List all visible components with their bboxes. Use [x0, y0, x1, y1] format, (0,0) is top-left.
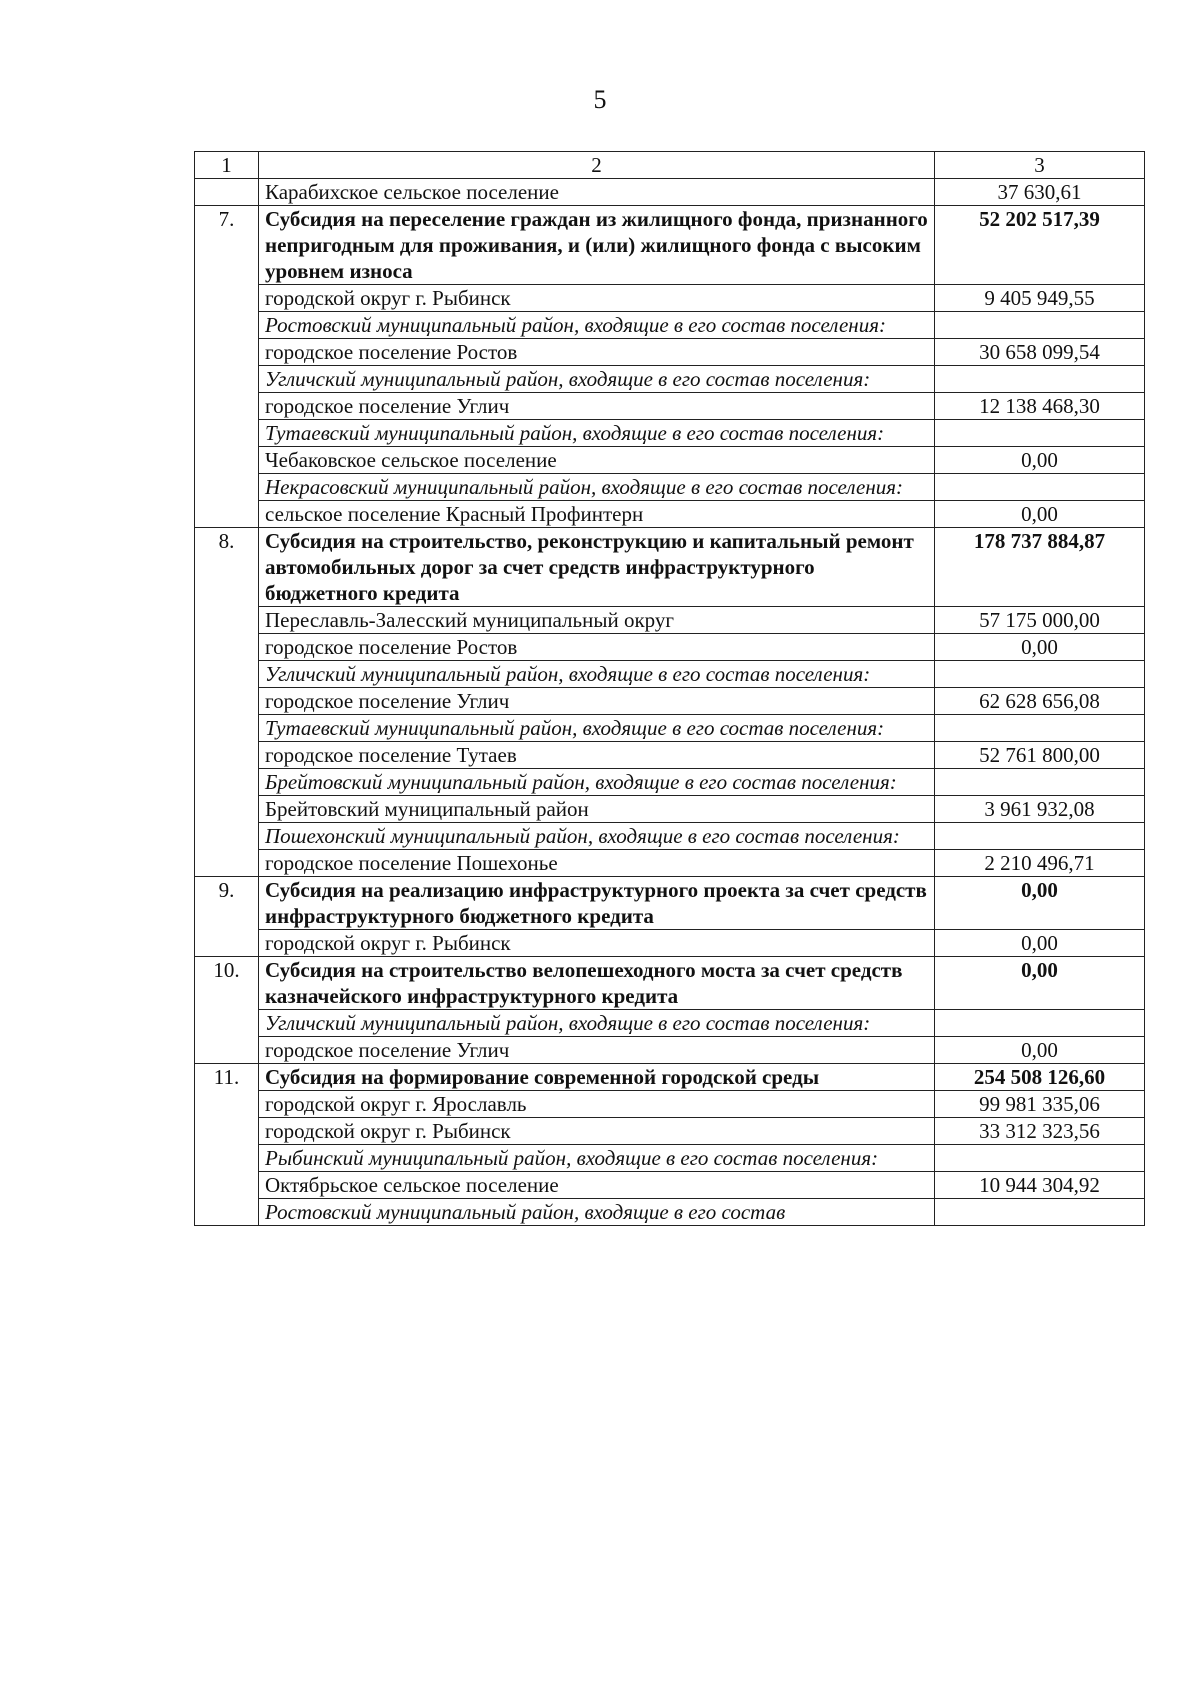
amount-cell	[935, 366, 1145, 393]
district-heading: Угличский муниципальный район, входящие в его состав поселения:	[259, 1010, 935, 1037]
subsidy-group-row	[195, 957, 1145, 1010]
district-heading: Ростовский муниципальный район, входящие в его состав поселения:	[259, 312, 935, 339]
table-row	[195, 1118, 1145, 1145]
district-heading: Тутаевский муниципальный район, входящие в его состав поселения:	[259, 420, 935, 447]
subsidy-group-row	[195, 206, 1145, 285]
amount-cell	[935, 661, 1145, 688]
amount-cell	[935, 823, 1145, 850]
amount-cell: 254 508 126,60	[935, 1064, 1145, 1091]
district-row	[195, 474, 1145, 501]
amount-cell: 3 961 932,08	[935, 796, 1145, 823]
table-row	[195, 930, 1145, 957]
recipient-name: Чебаковское сельское поселение	[259, 447, 935, 474]
recipient-name: городской округ г. Рыбинск	[259, 1118, 935, 1145]
amount-cell: 0,00	[935, 957, 1145, 1010]
district-row	[195, 420, 1145, 447]
amount-cell: 52 202 517,39	[935, 206, 1145, 285]
amount-cell: 62 628 656,08	[935, 688, 1145, 715]
row-number: 10.	[195, 957, 259, 1064]
subsidy-title: Субсидия на переселение граждан из жилищного фонда, признанного непригодным для проживания, и (или) жилищного фонда с высоким уровнем износа	[259, 206, 935, 285]
table-row	[195, 688, 1145, 715]
amount-cell	[935, 715, 1145, 742]
recipient-name: городское поселение Углич	[259, 688, 935, 715]
amount-cell	[935, 1145, 1145, 1172]
header-col-1: 1	[195, 152, 259, 179]
recipient-name: городское поселение Ростов	[259, 634, 935, 661]
amount-cell: 2 210 496,71	[935, 850, 1145, 877]
amount-cell: 12 138 468,30	[935, 393, 1145, 420]
table-row	[195, 742, 1145, 769]
subsidy-group-row	[195, 1064, 1145, 1091]
amount-cell	[935, 312, 1145, 339]
district-row	[195, 1010, 1145, 1037]
table-row	[195, 285, 1145, 312]
row-number: 11.	[195, 1064, 259, 1226]
table-row	[195, 796, 1145, 823]
subsidy-group-row	[195, 528, 1145, 607]
amount-cell: 0,00	[935, 447, 1145, 474]
table-body	[195, 179, 1145, 1226]
table-row	[195, 1091, 1145, 1118]
table-row	[195, 1037, 1145, 1064]
district-heading: Ростовский муниципальный район, входящие в его состав	[259, 1199, 935, 1226]
recipient-name: городское поселение Пошехонье	[259, 850, 935, 877]
recipient-name: городской округ г. Рыбинск	[259, 285, 935, 312]
district-heading: Рыбинский муниципальный район, входящие в его состав поселения:	[259, 1145, 935, 1172]
table-row	[195, 393, 1145, 420]
district-row	[195, 312, 1145, 339]
subsidy-group-row	[195, 877, 1145, 930]
amount-cell: 0,00	[935, 877, 1145, 930]
amount-cell: 0,00	[935, 501, 1145, 528]
table-row	[195, 1172, 1145, 1199]
amount-cell: 37 630,61	[935, 179, 1145, 206]
table-row	[195, 607, 1145, 634]
amount-cell: 0,00	[935, 634, 1145, 661]
recipient-name: Октябрьское сельское поселение	[259, 1172, 935, 1199]
subsidy-title: Субсидия на строительство, реконструкцию и капитальный ремонт автомобильных дорог за счет средств инфраструктурного бюджетного кредита	[259, 528, 935, 607]
amount-cell: 33 312 323,56	[935, 1118, 1145, 1145]
row-number: 9.	[195, 877, 259, 957]
table-row	[195, 179, 1145, 206]
district-row	[195, 769, 1145, 796]
amount-cell: 52 761 800,00	[935, 742, 1145, 769]
amount-cell	[935, 769, 1145, 796]
district-row	[195, 823, 1145, 850]
district-heading: Пошехонский муниципальный район, входящие в его состав поселения:	[259, 823, 935, 850]
amount-cell: 0,00	[935, 930, 1145, 957]
district-heading: Некрасовский муниципальный район, входящие в его состав поселения:	[259, 474, 935, 501]
subsidy-title: Субсидия на строительство велопешеходного моста за счет средств казначейского инфраструктурного кредита	[259, 957, 935, 1010]
row-number: 8.	[195, 528, 259, 877]
table-row	[195, 501, 1145, 528]
district-row	[195, 715, 1145, 742]
recipient-name: городское поселение Тутаев	[259, 742, 935, 769]
amount-cell: 178 737 884,87	[935, 528, 1145, 607]
amount-cell	[935, 1199, 1145, 1226]
table-header-row	[195, 152, 1145, 179]
row-number	[195, 179, 259, 206]
district-row	[195, 1199, 1145, 1226]
district-heading: Тутаевский муниципальный район, входящие в его состав поселения:	[259, 715, 935, 742]
amount-cell: 10 944 304,92	[935, 1172, 1145, 1199]
recipient-name: городской округ г. Рыбинск	[259, 930, 935, 957]
recipient-name: городское поселение Углич	[259, 393, 935, 420]
subsidy-title: Субсидия на реализацию инфраструктурного проекта за счет средств инфраструктурного бюджетного кредита	[259, 877, 935, 930]
table-row	[195, 634, 1145, 661]
recipient-name: городское поселение Ростов	[259, 339, 935, 366]
amount-cell	[935, 420, 1145, 447]
header-col-3: 3	[935, 152, 1145, 179]
recipient-name: городской округ г. Ярославль	[259, 1091, 935, 1118]
district-heading: Брейтовский муниципальный район, входящие в его состав поселения:	[259, 769, 935, 796]
amount-cell	[935, 474, 1145, 501]
district-heading: Угличский муниципальный район, входящие в его состав поселения:	[259, 366, 935, 393]
table-row	[195, 339, 1145, 366]
district-row	[195, 366, 1145, 393]
recipient-name: сельское поселение Красный Профинтерн	[259, 501, 935, 528]
amount-cell: 0,00	[935, 1037, 1145, 1064]
recipient-name: Переславль-Залесский муниципальный округ	[259, 607, 935, 634]
recipient-name: Карабихское сельское поселение	[259, 179, 935, 206]
amount-cell	[935, 1010, 1145, 1037]
amount-cell: 9 405 949,55	[935, 285, 1145, 312]
subsidy-title: Субсидия на формирование современной городской среды	[259, 1064, 935, 1091]
district-row	[195, 1145, 1145, 1172]
amount-cell: 99 981 335,06	[935, 1091, 1145, 1118]
row-number: 7.	[195, 206, 259, 528]
recipient-name: городское поселение Углич	[259, 1037, 935, 1064]
page-number: 5	[593, 85, 607, 114]
district-heading: Угличский муниципальный район, входящие в его состав поселения:	[259, 661, 935, 688]
recipient-name: Брейтовский муниципальный район	[259, 796, 935, 823]
amount-cell: 30 658 099,54	[935, 339, 1145, 366]
amount-cell: 57 175 000,00	[935, 607, 1145, 634]
table-row	[195, 447, 1145, 474]
table-row	[195, 850, 1145, 877]
header-col-2: 2	[259, 152, 935, 179]
subsidy-table	[194, 151, 1145, 1226]
district-row	[195, 661, 1145, 688]
